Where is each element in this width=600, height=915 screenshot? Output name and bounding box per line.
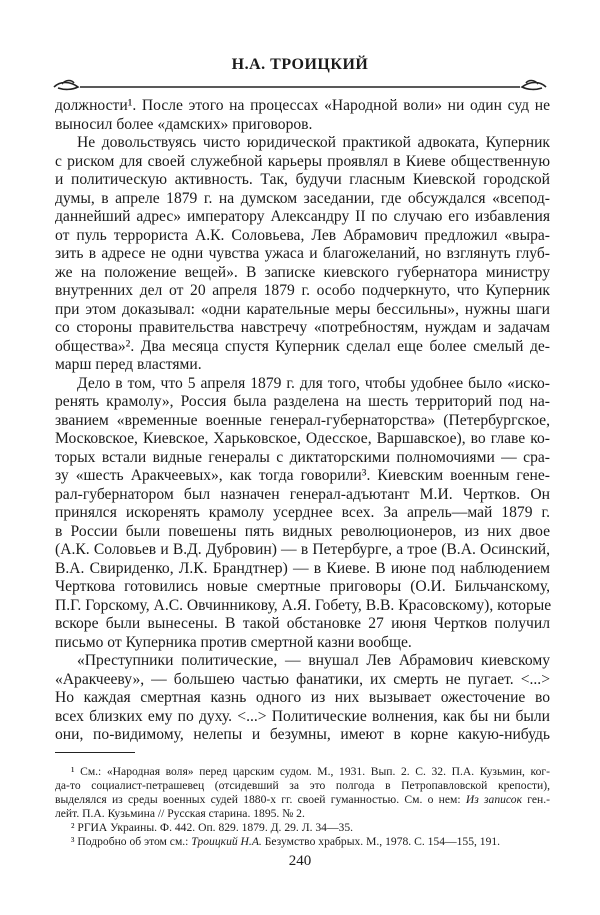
- footnote-italic: Из записок: [465, 793, 523, 806]
- text-line: всех близких ему по духу. <...> Политические волнения, как бы ни были: [55, 707, 550, 725]
- footnote-3: [55, 835, 550, 849]
- text-line: «Аракчееву», — большею частью фанатики, их смерть не пугает. <...>: [55, 670, 550, 688]
- footnote-line: [55, 821, 550, 835]
- text-line: же на положение вещей». В записке киевского губернатора министру: [55, 263, 550, 281]
- footnote-text: выделялся из среды военных судей 1880-х гг. своей гуманностью. См. о нем:: [55, 793, 466, 806]
- text-line: в России были повешены пять видных революционеров, из них двое: [55, 522, 550, 540]
- footnote-text: ¹ См.: «Народная воля» перед царским судом. М., 1931. Вып. 2. С. 32. П.А. Кузьмин, ког-: [71, 765, 550, 778]
- text-line: ренять крамолу», Россия была разделена на шесть территорий под на-: [55, 393, 550, 410]
- text-line: П.Г. Горскому, А.С. Овчинникову, А.Я. Гобету, В.В. Красовскому), которые: [55, 596, 552, 614]
- text-line: при этом доказывал: «одни карательные меры бессильны», нужны шаги: [55, 300, 550, 318]
- flourish-right-icon: [522, 81, 546, 90]
- paragraph: [55, 134, 550, 375]
- text-line: от пуль террориста А.К. Соловьева, Лев Абрамович предложил «выра-: [55, 226, 550, 244]
- text-line: общества»². Два месяца спустя Куперник сделал еще более смелый де-: [55, 337, 550, 355]
- footnote-line: [55, 793, 550, 807]
- text-line: (А.К. Соловьев и В.Д. Дубровин) — в Петербурге, а трое (В.А. Осинский,: [55, 541, 550, 558]
- text-line: внутренних дел от 20 апреля 1879 г. особо подчеркнуто, что Куперник: [55, 282, 550, 299]
- text-line: Но каждая смертная казнь одного из них вызывает ожесточение во: [55, 689, 550, 706]
- running-header: Н.А. ТРОИЦКИЙ: [231, 56, 369, 73]
- footnote-text: лейт. П.А. Кузьмина // Русская старина. 1895. № 2.: [55, 807, 305, 820]
- footnote-line: [55, 779, 550, 793]
- text-line: зу «шесть Аракчеевых», как тогда говорили³. Киевским военным гене-: [55, 467, 550, 484]
- text-line: с риском для своей служебной карьеры проявлял в Киеве общественную: [55, 152, 550, 170]
- text-line: выносил более «дамских» приговоров.: [55, 115, 313, 133]
- paragraph: [55, 375, 550, 653]
- text-line: думы, в апреле 1879 г. на думском заседании, где обсуждался «всепод-: [55, 189, 550, 207]
- text-line: Дело в том, что 5 апреля 1879 г. для того, чтобы удобнее было «иско-: [77, 374, 550, 392]
- paragraph: [55, 652, 550, 745]
- text-line: зить в адресе не одни чувства ужаса и благожеланий, но взглянуть глуб-: [55, 245, 550, 262]
- text-line: Московское, Киевское, Харьковское, Одесское, Варшавское), во главе ко-: [55, 430, 550, 447]
- page-number: 240: [288, 853, 312, 869]
- flourish-left-icon: [54, 81, 78, 90]
- text-line: марш перед властями.: [55, 356, 202, 373]
- footnote-italic: Троицкий Н.А.: [191, 835, 262, 848]
- footnote-text: ³ Подробно об этом см.:: [71, 835, 192, 848]
- text-line: Не довольствуясь чисто юридической практикой адвоката, Куперник: [77, 134, 550, 151]
- paragraph: [55, 97, 550, 134]
- text-line: принялся искоренять крамолу усерднее всех. За апрель—май 1879 г.: [55, 504, 550, 521]
- text-line: они, по-видимому, нелепы и безумны, имеют в корне какую-нибудь: [55, 726, 550, 743]
- body-text: [55, 97, 550, 745]
- ornamental-rule: [52, 78, 548, 92]
- text-line: со стороны правительства навстречу «потребностям, нуждам и задачам: [55, 319, 550, 336]
- text-line: Черткова готовились новые смертные приговоры (О.И. Бильчанскому,: [55, 578, 550, 595]
- text-line: должности¹. После этого на процессах «Народной воли» ни один суд не: [55, 97, 550, 114]
- text-line: письмо от Куперника против смертной казни вообще.: [55, 633, 412, 651]
- footnote-line: [55, 835, 550, 849]
- footnotes: [55, 765, 550, 849]
- text-line: вскоре были вынесены. В такой обстановке 27 июня Чертков получил: [55, 615, 550, 632]
- text-line: «Преступники политические, — внушал Лев Абрамович киевскому: [77, 652, 550, 669]
- text-line: званием «временные военные генерал-губернаторства» (Петербургское,: [55, 411, 550, 429]
- footnote-text: Безумство храбрых. М., 1978. С. 154—155, 191.: [261, 835, 501, 848]
- footnote-2: [55, 821, 550, 835]
- footnote-separator: [55, 752, 135, 753]
- footnote-text: да-то социалист-петрашевец (отсидевший за это полгода в Петропавловской крепости),: [55, 779, 550, 792]
- footnote-line: [55, 807, 550, 821]
- text-line: В.А. Свириденко, Л.К. Брандтнер) — в Киеве. В июне под наблюдением: [55, 559, 550, 577]
- text-line: и политическую активность. Так, будучи гласным Киевской городской: [55, 171, 550, 188]
- footnote-line: [55, 765, 550, 779]
- text-line: рал-губернатором был назначен генерал-адъютант М.И. Чертков. Он: [55, 485, 550, 503]
- footnote-1: [55, 765, 550, 821]
- text-line: даннейший адрес» императору Александру II по случаю его избавления: [55, 208, 550, 225]
- text-line: торых встали видные генералы с диктаторскими полномочиями — сра-: [55, 448, 550, 466]
- footnote-text: ген.-: [522, 793, 550, 806]
- footnote-text: ² РГИА Украины. Ф. 442. Оп. 829. 1879. Д. 29. Л. 34—35.: [71, 821, 354, 834]
